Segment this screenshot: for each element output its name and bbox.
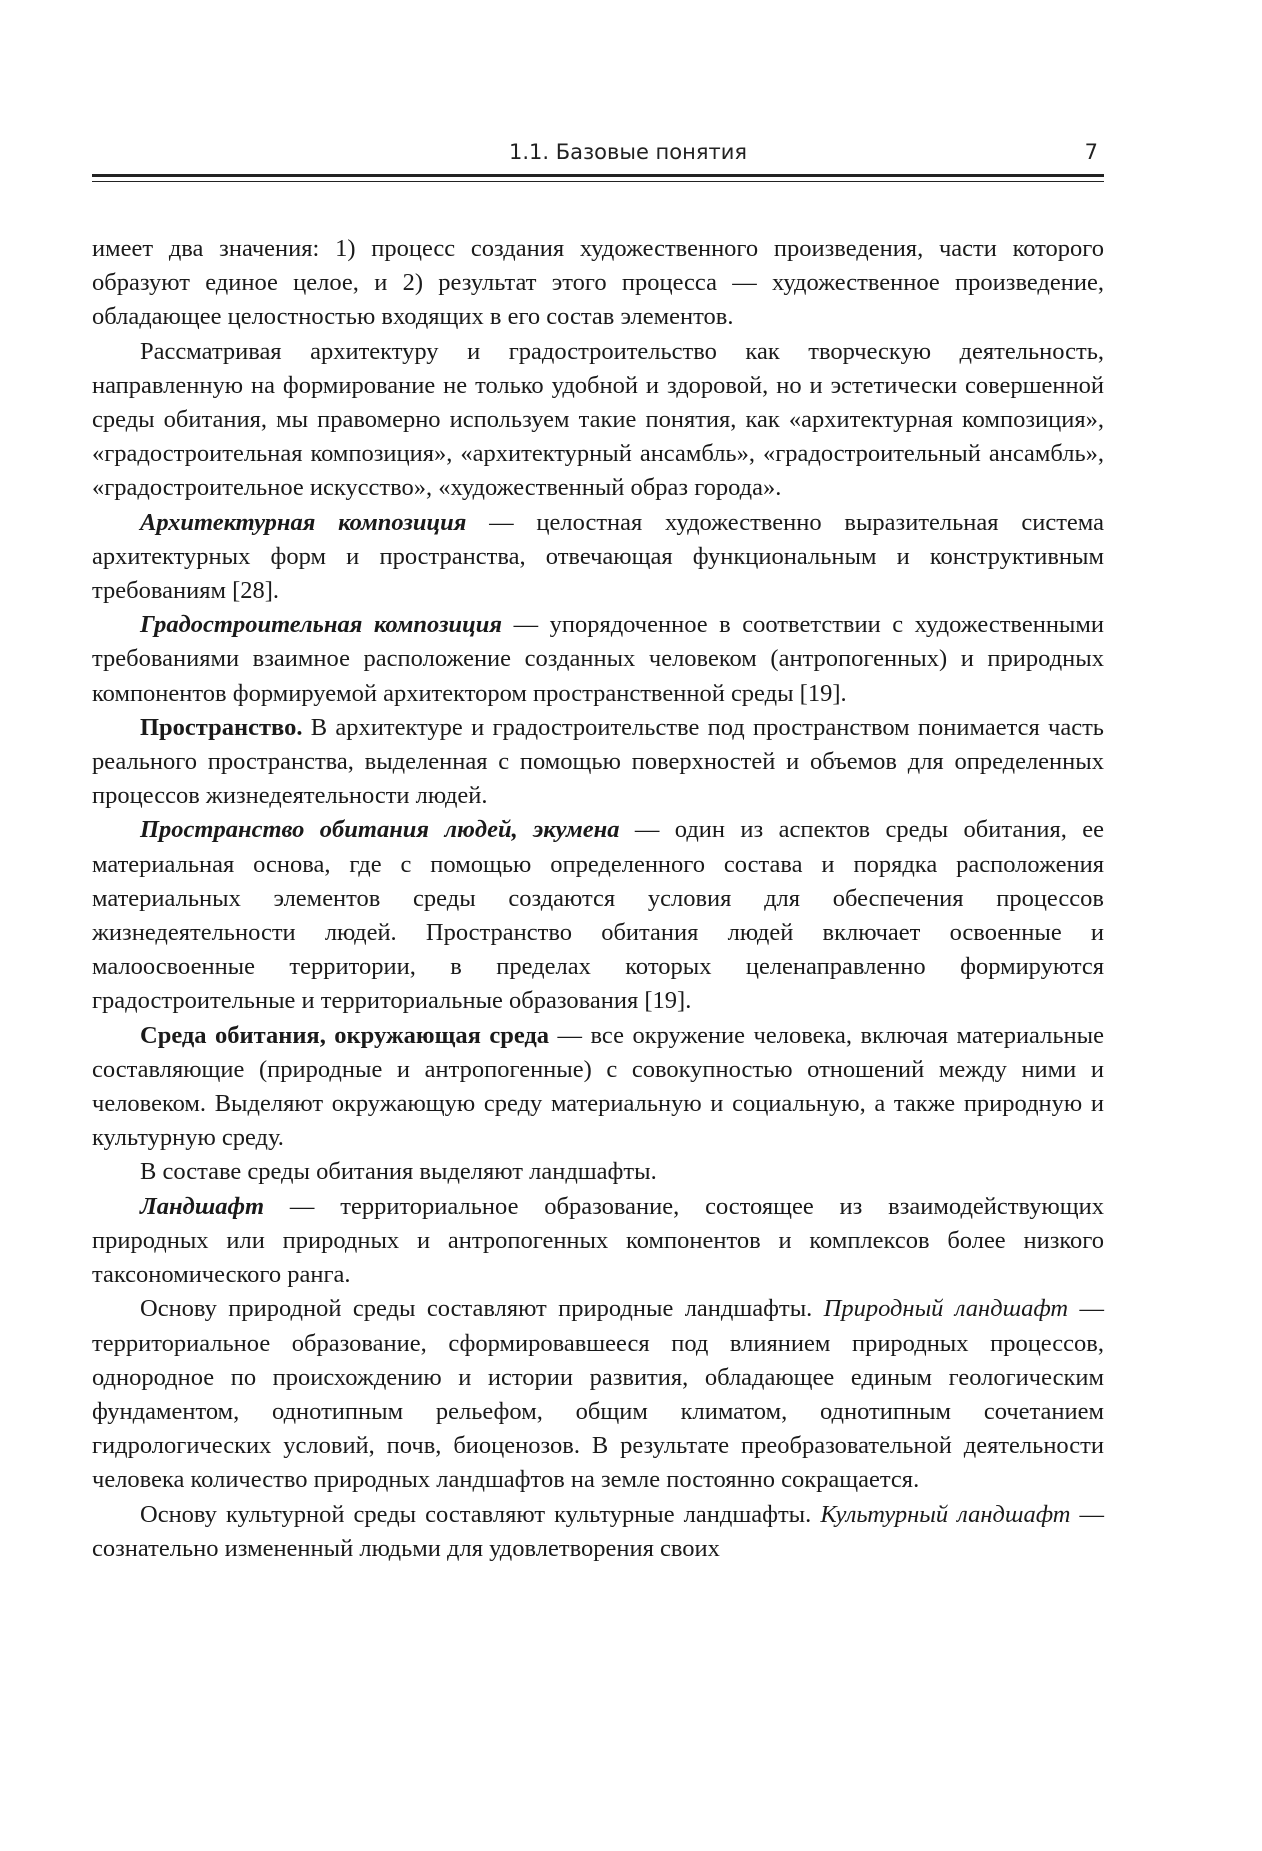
body-text xyxy=(92,232,1104,1566)
definition-text: — территориальное образование, сформировавшееся под влиянием природных процессов, однородное по происхождению и истории развития, обладающее единым геологическим фундаментом, однотипным рельефом, общим климатом, однотипным сочетанием гидрологических условий, почв, биоценозов. В результате преобразовательной деятельности человека количество природных ландшафтов на земле постоянно сокращается. xyxy=(92,1295,1104,1494)
defined-term: Ландшафт xyxy=(140,1192,265,1220)
page-number: 7 xyxy=(1084,140,1098,164)
defined-term: Архитектурная композиция xyxy=(140,508,467,536)
definition-cultural-landscape xyxy=(92,1498,1104,1566)
definition-text: В архитектуре и градостроительстве под пространством понимается часть реального пространства, выделенная с помощью поверхностей и объемов для определенных процессов жизнедеятельности людей. xyxy=(92,713,1104,810)
running-header xyxy=(92,138,1104,174)
paragraph-landscapes xyxy=(92,1155,1104,1189)
paragraph-continuation xyxy=(92,232,1104,335)
defined-term: Пространство. xyxy=(140,713,303,741)
lead-text: Основу природной среды составляют природные ландшафты. xyxy=(140,1295,824,1323)
header-rule-thin xyxy=(92,181,1104,182)
paragraph-text: В составе среды обитания выделяют ландшафты. xyxy=(140,1158,657,1186)
definition-architectural-composition xyxy=(92,506,1104,609)
header-rule-thick xyxy=(92,174,1104,177)
definition-text: — сознательно измененный людьми для удовлетворения своих xyxy=(92,1500,1105,1562)
paragraph-text: Рассматривая архитектуру и градостроительство как творческую деятельность, направленную на формирование не только удобной и здоровой, но и эстетически совершенной среды обитания, мы правомерно используем такие понятия, как «архитектурная композиция», «градостроительная композиция», «архитектурный ансамбль», «градостроительный ансамбль», «градостроительное искусство», «художественный образ города». xyxy=(92,337,1104,502)
defined-term: Пространство обитания людей, экумена xyxy=(140,816,620,844)
definition-urban-composition xyxy=(92,608,1104,711)
definition-text: — упорядоченное в соответствии с художественными требованиями взаимное расположение созданных человеком (антропогенных) и природных компонентов формируемой архитектором пространственной среды [19]. xyxy=(92,611,1105,707)
definition-text: — целостная художественно выразительная система архитектурных форм и пространства, отвечающая функциональным и конструктивным требованиям [28]. xyxy=(92,508,1104,605)
defined-term: Градостроительная композиция xyxy=(140,611,503,639)
definition-ecumene xyxy=(92,813,1104,1018)
definition-text: — территориальное образование, состоящее из взаимодействующих природных или природных и антропогенных компонентов и комплексов более низкого таксономического ранга. xyxy=(92,1192,1104,1289)
defined-term: Культурный ландшафт xyxy=(820,1500,1071,1528)
defined-term: Природный ландшафт xyxy=(823,1295,1069,1323)
definition-text: — один из аспектов среды обитания, ее материальная основа, где с помощью определенного состава и порядка расположения материальных элементов среды создаются условия для обеспечения процессов жизнедеятельности людей. Пространство обитания людей включает освоенные и малоосвоенные территории, в пределах которых целенаправленно формируются градостроительные и территориальные образования [19]. xyxy=(92,816,1105,1015)
lead-text: Основу культурной среды составляют культурные ландшафты. xyxy=(140,1500,821,1528)
definition-text: — все окружение человека, включая материальные составляющие (природные и антропогенные) с совокупностью отношений между ними и человеком. Выделяют окружающую среду материальную и социальную, а также природную и культурную среду. xyxy=(92,1021,1104,1152)
definition-landscape xyxy=(92,1190,1104,1293)
paragraph-text: имеет два значения: 1) процесс создания художественного произведения, части которого образуют единое целое, и 2) результат этого процесса — художественное произведение, обладающее целостностью входящих в его состав элементов. xyxy=(92,235,1104,331)
definition-environment xyxy=(92,1019,1104,1156)
defined-term: Среда обитания, окружающая среда xyxy=(140,1021,550,1049)
section-title: 1.1. Базовые понятия xyxy=(508,140,748,164)
paragraph-intro xyxy=(92,335,1104,506)
definition-space xyxy=(92,711,1104,814)
definition-natural-landscape xyxy=(92,1292,1104,1497)
